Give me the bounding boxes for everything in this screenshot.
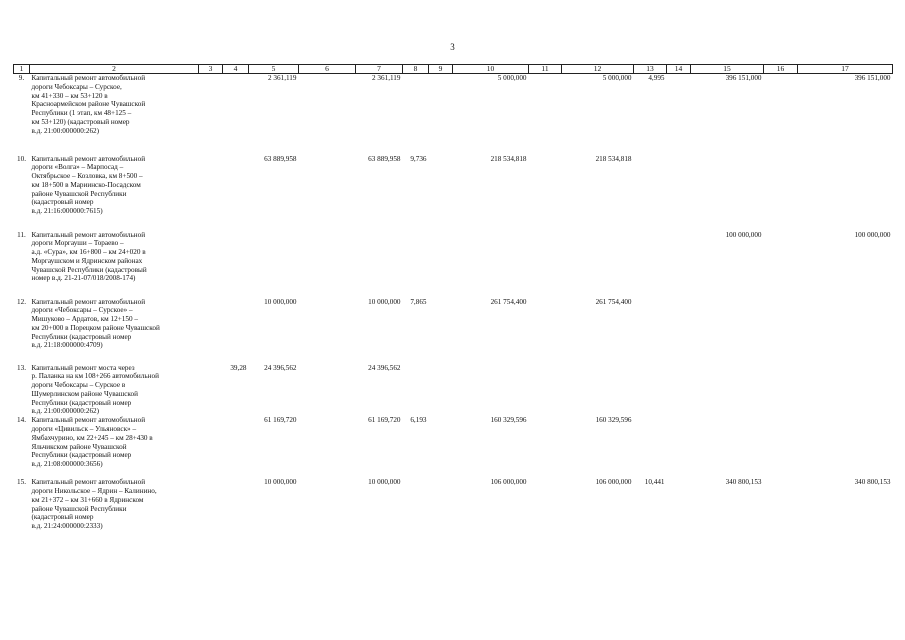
table-row	[14, 74, 893, 155]
cell-col-6	[299, 416, 356, 478]
cell-col-11	[529, 478, 562, 548]
cell-col-4: 39,28	[230, 363, 247, 372]
cell-col-5: 2 361,119	[268, 74, 297, 82]
cell-col-15	[691, 364, 764, 417]
cell-col-13	[634, 155, 667, 231]
cell-col-11	[529, 155, 562, 231]
cell-col-13: 4,995	[648, 74, 665, 82]
col-header-4: 4	[223, 65, 249, 74]
cell-col-13: 10,441	[644, 478, 665, 487]
cell-col-5: 61 169,720	[264, 416, 297, 425]
cell-col-14	[667, 416, 691, 478]
cell-col-11	[529, 364, 562, 417]
cell-col-12: 218 534,818	[595, 154, 632, 163]
cell-col-5	[249, 231, 299, 298]
cell-col-8: 9,736	[410, 154, 427, 163]
cell-col-5: 10 000,000	[264, 478, 297, 487]
cell-col-17	[798, 155, 893, 231]
cell-col-8	[403, 231, 429, 298]
cell-col-17: 396 151,000	[854, 74, 891, 82]
col-header-8: 8	[403, 65, 429, 74]
page-number: 3	[450, 42, 455, 52]
cell-col-10	[453, 364, 529, 417]
row-number: 11.	[17, 230, 26, 239]
row-number: 9.	[18, 74, 25, 82]
cell-col-16	[764, 364, 798, 417]
cell-col-7: 63 889,958	[368, 154, 401, 163]
cell-col-16	[764, 231, 798, 298]
cell-col-13	[634, 231, 667, 298]
cell-col-9	[429, 364, 453, 417]
cell-col-14	[667, 364, 691, 417]
cell-col-16	[764, 155, 798, 231]
cell-col-15: 396 151,000	[725, 74, 762, 82]
cell-col-16	[764, 298, 798, 364]
table-row	[14, 478, 893, 548]
cell-col-17	[798, 364, 893, 417]
col-header-16: 16	[764, 65, 798, 74]
cell-col-5: 10 000,000	[264, 297, 297, 306]
cell-col-16	[764, 74, 798, 155]
cell-col-8: 7,865	[410, 297, 427, 306]
cell-col-6	[299, 74, 356, 155]
row-description: Капитальный ремонт автомобильной дороги «Чебоксары – Сурское» – Мишуково – Ардатов, км 12+150 – км 20+000 в Порецком районе Чувашской Республики (кадастровый номер в.д. 21:18:000000:4709)	[31, 297, 160, 350]
row-description: Капитальный ремонт автомобильной дороги «Цивильск – Ульяновск» – Ямбахчурино, км 22+245 – км 28+430 в Яльчикском районе Чувашской Республики (кадастровый номер в.д. 21:08:000000:3656)	[31, 416, 153, 469]
col-header-11: 11	[529, 65, 562, 74]
cell-col-12: 261 754,400	[595, 297, 632, 306]
cell-col-5: 63 889,958	[264, 154, 297, 163]
row-number: 12.	[17, 297, 26, 306]
cell-col-15	[691, 416, 764, 478]
cell-col-8	[403, 74, 429, 155]
cell-col-14	[667, 478, 691, 548]
cell-col-6	[299, 298, 356, 364]
row-number: 10.	[17, 154, 26, 163]
cell-col-13	[634, 364, 667, 417]
budget-table	[13, 64, 893, 548]
row-description: Капитальный ремонт автомобильной дороги Моргауши – Тораево – а.д. «Сура», км 16+800 – км 24+020 в Моргаушском и Ядринском районах Чувашской Республики (кадастровый номер в.д. 21-21-07/018/2008-174)	[31, 230, 147, 283]
row-description: Капитальный ремонт моста через р. Паланка на км 108+266 автомобильной дороги Чебоксары – Сурское в Шумерлинском районе Чувашской Республики (кадастровый номер в.д. 21:00:000000:262)	[31, 363, 159, 416]
cell-col-13	[634, 416, 667, 478]
cell-col-4	[223, 416, 249, 478]
cell-col-3	[199, 231, 223, 298]
col-header-3: 3	[199, 65, 223, 74]
cell-col-14	[667, 298, 691, 364]
cell-col-9	[429, 416, 453, 478]
cell-col-12	[562, 364, 634, 417]
cell-col-3	[199, 478, 223, 548]
cell-col-9	[429, 478, 453, 548]
row-number: 15.	[17, 478, 26, 487]
cell-col-15	[691, 298, 764, 364]
cell-col-12: 5 000,000	[602, 74, 632, 82]
cell-col-12: 106 000,000	[595, 478, 632, 487]
cell-col-10	[453, 231, 529, 298]
table-row	[14, 298, 893, 364]
cell-col-3	[199, 155, 223, 231]
col-header-1: 1	[14, 65, 30, 74]
cell-col-4	[223, 298, 249, 364]
col-header-5: 5	[249, 65, 299, 74]
col-header-13: 13	[634, 65, 667, 74]
row-description: Капитальный ремонт автомобильной дороги Никольское – Ядрин – Калинино, км 21+372 – км 31+660 в Ядринском районе Чувашской Республики (кадастровый номер в.д. 21:24:000000:2333)	[31, 478, 157, 531]
cell-col-12	[562, 231, 634, 298]
col-header-6: 6	[299, 65, 356, 74]
cell-col-6	[299, 231, 356, 298]
col-header-10: 10	[453, 65, 529, 74]
cell-col-12: 160 329,596	[595, 416, 632, 425]
cell-col-8	[403, 478, 429, 548]
cell-col-3	[199, 298, 223, 364]
cell-col-17: 100 000,000	[854, 230, 891, 239]
cell-col-15	[691, 155, 764, 231]
cell-col-9	[429, 298, 453, 364]
row-number: 13.	[17, 363, 26, 372]
cell-col-7	[356, 231, 403, 298]
cell-col-10: 106 000,000	[490, 478, 527, 487]
cell-col-10: 218 534,818	[490, 154, 527, 163]
row-description: Капитальный ремонт автомобильной дороги «Волга» – Марпосад – Октябрьское – Козловка, км 8+500 – км 18+500 в Мариинско-Посадском районе Чувашской Республики (кадастровый номер в.д. 21:16:000000:7615)	[31, 154, 146, 216]
cell-col-10: 5 000,000	[497, 74, 527, 82]
cell-col-15: 340 800,153	[725, 478, 762, 487]
col-header-7: 7	[356, 65, 403, 74]
cell-col-11	[529, 74, 562, 155]
cell-col-7: 61 169,720	[368, 416, 401, 425]
cell-col-10: 160 329,596	[490, 416, 527, 425]
row-description: Капитальный ремонт автомобильной дороги Чебоксары – Сурское, км 41+330 – км 53+120 в Красноармейском районе Чувашской Республики (1 этап, км 48+125 – км 53+120) (кадастровый номер в.д. 21:00:000000:262)	[31, 74, 146, 135]
cell-col-4	[223, 155, 249, 231]
col-header-12: 12	[562, 65, 634, 74]
cell-col-13	[634, 298, 667, 364]
cell-col-3	[199, 364, 223, 417]
col-header-9: 9	[429, 65, 453, 74]
cell-col-11	[529, 231, 562, 298]
cell-col-17: 340 800,153	[854, 478, 891, 487]
cell-col-10: 261 754,400	[490, 297, 527, 306]
table-row	[14, 416, 893, 478]
header-row	[14, 65, 893, 74]
cell-col-6	[299, 364, 356, 417]
cell-col-17	[798, 298, 893, 364]
cell-col-9	[429, 74, 453, 155]
cell-col-11	[529, 416, 562, 478]
cell-col-17	[798, 416, 893, 478]
cell-col-6	[299, 155, 356, 231]
cell-col-3	[199, 74, 223, 155]
cell-col-7: 24 396,562	[368, 363, 401, 372]
col-header-15: 15	[691, 65, 764, 74]
cell-col-9	[429, 231, 453, 298]
cell-col-16	[764, 416, 798, 478]
cell-col-14	[667, 155, 691, 231]
table-row	[14, 364, 893, 417]
cell-col-4	[223, 231, 249, 298]
cell-col-7: 10 000,000	[368, 297, 401, 306]
cell-col-3	[199, 416, 223, 478]
cell-col-4	[223, 478, 249, 548]
cell-col-7: 2 361,119	[372, 74, 401, 82]
cell-col-5: 24 396,562	[264, 363, 297, 372]
cell-col-16	[764, 478, 798, 548]
table-row	[14, 155, 893, 231]
cell-col-4	[223, 74, 249, 155]
cell-col-14	[667, 231, 691, 298]
cell-col-8: 6,193	[410, 416, 427, 425]
cell-col-7: 10 000,000	[368, 478, 401, 487]
col-header-2: 2	[30, 65, 199, 74]
table-row	[14, 231, 893, 298]
row-number: 14.	[17, 416, 26, 425]
cell-col-6	[299, 478, 356, 548]
col-header-14: 14	[667, 65, 691, 74]
cell-col-15: 100 000,000	[725, 230, 762, 239]
cell-col-9	[429, 155, 453, 231]
cell-col-11	[529, 298, 562, 364]
cell-col-14	[667, 74, 691, 155]
col-header-17: 17	[798, 65, 893, 74]
cell-col-8	[403, 364, 429, 417]
